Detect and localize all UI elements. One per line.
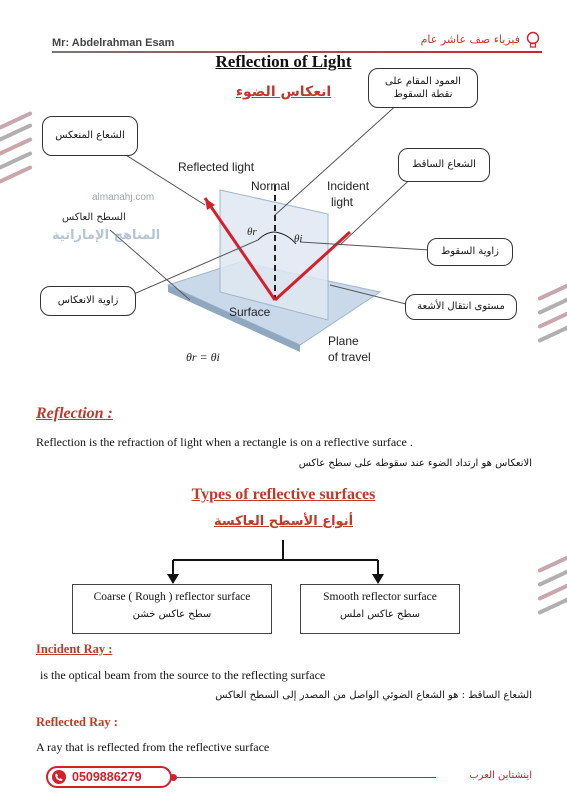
plane-label-2: of travel [328,350,371,364]
theta-r-label: θr [247,226,257,238]
footer-name: اينشتاين العرب [469,770,532,781]
type-smooth-label-arabic: سطح عاكس املس [339,609,421,620]
author-name: Mr: Abdelrahman Esam [52,37,175,49]
watermark-site: almanahj.com [92,192,155,203]
mirror-label-arabic: السطح العاكس [62,212,126,223]
type-rough-label-arabic: سطح عاكس خشن [132,609,212,620]
course-title: فيزياء صف عاشر عام [420,33,520,46]
incident-label: Incident [327,179,370,193]
incident-label-2: light [331,195,354,209]
callout-normal-line1: العمود المقام على [385,75,461,87]
type-box-rough [72,584,272,634]
types-heading-arabic: أنواع الأسطح العاكسة [213,514,354,529]
incident-ray-heading: Incident Ray : [36,642,113,656]
reflection-definition-arabic: الانعكاس هو ارتداد الضوء عند سقوطه على سطح عاكس [298,458,532,469]
phone-number: 0509886279 [72,770,142,784]
watermark-name: المناهج الإماراتية [52,228,161,243]
types-heading: Types of reflective surfaces [191,486,376,503]
phone-icon [52,770,66,784]
callout-normal-line2: نقطة السقوط [393,89,453,100]
incident-ray-definition-arabic: الشعاع الساقط : هو الشعاع الضوئي الواصل من المصدر إلى السطح العاكس [215,690,532,701]
angle-equation: θr = θi [186,350,220,364]
reflected-ray-heading: Reflected Ray : [36,715,118,729]
callout-plane: مستوى انتقال الأشعة [405,294,517,320]
callout-reflected-ray: الشعاع المنعكس [42,116,138,156]
normal-label: Normal [251,179,290,193]
callout-incident-ray: الشعاع الساقط [398,148,490,182]
footer-phone [46,766,172,788]
reflection-definition: Reflection is the refraction of light when a rectangle is on a reflective surface . [36,435,413,449]
reflected-ray-definition: A ray that is reflected from the reflective surface [36,740,270,754]
callout-incidence-angle: زاوية السقوط [427,238,513,266]
type-box-smooth [300,584,460,634]
reflection-heading: Reflection : [36,405,113,422]
type-rough-label: Coarse ( Rough ) reflector surface [93,591,251,603]
plane-label: Plane [328,334,359,348]
page-title: Reflection of Light [215,52,352,71]
callout-reflection-angle: زاوية الانعكاس [40,286,136,316]
theta-i-label: θi [294,233,303,245]
type-smooth-label: Smooth reflector surface [323,591,437,603]
footer-rule-dot [170,774,177,781]
footer-rule [176,777,436,778]
incident-ray-definition: is the optical beam from the source to the reflecting surface [40,668,326,682]
reflected-light-label: Reflected light [178,160,255,174]
surface-label: Surface [229,305,271,319]
page-title-arabic: انعكاس الضوء [235,84,332,100]
